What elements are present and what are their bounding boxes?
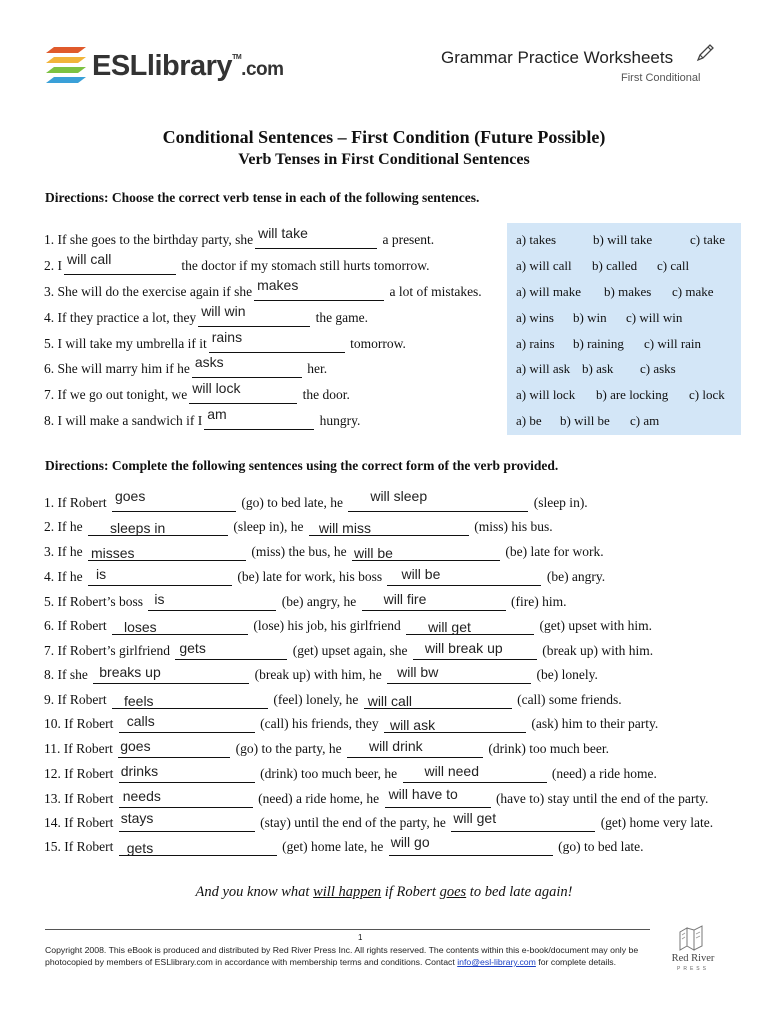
question-row: 9. If Robert feels (feel) lonely, he will call (call) some friends.	[44, 692, 622, 709]
question-row: 8. I will make a sandwich if I am hungry.	[44, 406, 361, 428]
question-row: 12. If Robert drinks (drink) too much beer, he will need (need) a ride home.	[44, 763, 657, 781]
answer-blank[interactable]: will fire	[362, 594, 506, 611]
question-row: 6. If Robert loses (lose) his job, his girlfriend will get (get) upset with him.	[44, 618, 652, 635]
answer-blank[interactable]: stays	[119, 815, 255, 832]
answer-blank[interactable]: misses	[88, 544, 246, 561]
question-row: 6. She will marry him if he asks her.	[44, 354, 328, 376]
footer-divider	[45, 929, 650, 930]
logo-tm: TM	[232, 54, 242, 61]
section1-directions: Directions: Choose the correct verb tense in each of the following sentences.	[45, 190, 480, 205]
question-row: 3. She will do the exercise again if she makes a lot of mistakes.	[44, 277, 482, 299]
question-row: 4. If he is (be) late for work, his boss will be (be) angry.	[44, 566, 606, 584]
answer-blank[interactable]: makes	[254, 284, 384, 301]
answer-blank[interactable]: will get	[406, 618, 534, 635]
answer-blank[interactable]: will have to	[385, 791, 491, 808]
answer-blank[interactable]: will miss	[309, 519, 469, 536]
question-row: 15. If Robert gets (get) home late, he will go (go) to bed late.	[44, 834, 644, 856]
question-row: 2. I will call the doctor if my stomach still hurts tomorrow.	[44, 251, 430, 273]
answer-blank[interactable]: will take	[255, 232, 377, 249]
logo-suffix: .com	[241, 59, 284, 80]
answer-blank[interactable]: will call	[364, 692, 512, 709]
answer-blank[interactable]: gets	[175, 643, 287, 660]
logo-icon	[44, 44, 88, 88]
copyright-notice: Copyright 2008. This eBook is produced and distributed by Red River Press Inc. All rights reserved. The contents within this e-book/document may only be photocopied by members of ESLlibrary.com in accordance with membership terms and conditions. Contact info@esl-library.com for complete details.	[45, 945, 639, 967]
header-subtitle: First Conditional	[621, 72, 701, 84]
worksheet-title: Conditional Sentences – First Condition (Future Possible)	[162, 127, 606, 147]
question-row: 5. If Robert’s boss is (be) angry, he will fire (fire) him.	[44, 591, 567, 609]
logo-main-text: ESLlibrary	[92, 50, 233, 82]
answer-blank[interactable]: goes	[118, 741, 230, 758]
answer-blank[interactable]: am	[204, 413, 314, 430]
logo-stripe-4	[46, 77, 86, 83]
answer-blank[interactable]: rains	[209, 336, 345, 353]
answer-blank[interactable]: drinks	[119, 766, 255, 783]
question-row: 8. If she breaks up (break up) with him, he will bw (be) lonely.	[44, 664, 598, 682]
answer-blank[interactable]: will bw	[387, 667, 531, 684]
answer-blank[interactable]: feels	[112, 692, 268, 709]
question-row: 5. I will take my umbrella if it rains tomorrow.	[44, 329, 406, 351]
answer-blank[interactable]: calls	[119, 716, 255, 733]
answer-blank[interactable]: will ask	[384, 716, 526, 733]
question-row: 1. If she goes to the birthday party, she will take a present.	[44, 225, 435, 247]
pencil-icon	[694, 42, 716, 64]
question-row: 7. If Robert’s girlfriend gets (get) upset again, she will break up (break up) with him.	[44, 640, 654, 658]
answer-blank[interactable]: will need	[403, 766, 547, 783]
closing-line: And you know what will happen if Robert goes to bed late again!	[195, 884, 573, 900]
answer-blank[interactable]: will get	[451, 815, 595, 832]
answer-blank[interactable]: will lock	[189, 387, 297, 404]
answer-blank[interactable]: is	[88, 569, 232, 586]
contact-email-link[interactable]: info@esl-library.com	[457, 957, 536, 967]
answer-blank[interactable]: will sleep	[348, 495, 528, 512]
answer-blank[interactable]: will break up	[413, 643, 537, 660]
answer-blank[interactable]: asks	[192, 361, 302, 378]
question-row: 14. If Robert stays (stay) until the end of the party, he will get (get) home very late.	[44, 810, 714, 830]
header-title: Grammar Practice Worksheets	[441, 48, 674, 67]
section2-directions: Directions: Complete the following sentences using the correct form of the verb provided.	[45, 458, 559, 473]
question-row: 1. If Robert goes (go) to bed late, he will sleep (sleep in).	[44, 488, 588, 510]
answer-blank[interactable]: breaks up	[93, 667, 249, 684]
answer-blank[interactable]: goes	[112, 495, 236, 512]
answer-blank[interactable]: will win	[198, 310, 310, 327]
worksheet-page: ESLlibrary™.com Grammar Practice Worksheets First Conditional Conditional Sentences – First Condition (Future Possible) Verb Tenses in First Conditional Sentences Directions: Choose the correct verb tense in each of the following sentences. 1. If she goes to the birthday party, she will take a present. 2. I will call the doctor if my stomach still hurts tomorrow. 3. She will do the exercise again if she makes a lot of mistakes. 4. If they practice a lot, they will win the game. 5. I will take my umbrella if it rains tomorrow. 6. She will marry him if he asks her. 7. If we go out tonight, we will lock the door. 8. I will make a sandwich if I am hungry. a) takes b) will take c) take a) will call b) called c) call a) will make b) makes c) make a) wins b) win c) will win a) rains b) raining c) will rain a) will ask b) ask c) asks a) will lock b) are locking c) lock a) be b) will be c) am Directions: Complete the following sentences using the correct form of the verb provided. 1. If Robert goes (go) to bed late, he will sleep (sleep in). 2. If he sleeps in (sleep in), he will miss (miss) his bus. 3. If he misses (miss) the bus, he will be (be) late for work. 4. If he is (be) late for work, his boss will be (be) angry. 5. If Robert’s boss is (be) angry, he will fire (fire) him. 6. If Robert loses (lose) his job, his girlfriend will get (get) upset with him. 7. If Robert’s girlfriend gets (get) upset again, she will break up (break up) with him. 8. If she breaks up (break up) with him, he will bw (be) lonely. 9. If Robert feels (feel) lonely, he will call (call) some friends. 10. If Robert calls (call) his friends, they will ask (ask) him to their party. 11. If Robert goes (go) to the party, he will drink (drink) too much beer. 12. If Robert drinks (drink) too much beer, he will need (need) a ride home. 13. If Robert needs (need) a ride home, he will have to (have to) stay until the end of the party. 14. If Robert stays (stay) until the end of the party, he will get (get) home very late. 15. If Robert gets (get) home late, he will go (go) to bed late. And you know what will happen if Robert goes to bed late again! 1 Copyright 2008. This eBook is produced and distributed by Red River Press Inc. All rights reserved. The contents within this e-book/document may only be photocopied by members of ESLlibrary.com in accordance with membership terms and conditions. Contact info@esl-library.com for complete details. Red River PRESS	[0, 0, 768, 1024]
answer-blank[interactable]: loses	[112, 618, 248, 635]
red-river-books-icon	[676, 924, 708, 954]
answer-blank[interactable]: needs	[119, 791, 253, 808]
logo-wordmark[interactable]	[92, 50, 284, 83]
logo-stripe-1	[46, 47, 86, 53]
question-row: 7. If we go out tonight, we will lock the door.	[44, 380, 350, 402]
question-row: 4. If they practice a lot, they will win the game.	[44, 303, 369, 325]
answer-blank[interactable]: will be	[387, 569, 541, 586]
logo-stripe-2	[46, 57, 86, 63]
question-row: 10. If Robert calls (call) his friends, they will ask (ask) him to their party.	[44, 713, 659, 733]
publisher-sub: PRESS	[677, 966, 709, 972]
page-number: 1	[358, 933, 363, 942]
worksheet-subtitle: Verb Tenses in First Conditional Sentences	[238, 151, 530, 168]
publisher-name: Red River	[671, 953, 715, 964]
answer-blank[interactable]: will go	[389, 839, 553, 856]
answer-blank[interactable]: will be	[352, 544, 500, 561]
answer-blank[interactable]: gets	[119, 839, 277, 856]
logo-stripe-3	[46, 67, 86, 73]
question-row: 11. If Robert goes (go) to the party, he will drink (drink) too much beer.	[44, 738, 610, 756]
answer-blank[interactable]: will drink	[347, 741, 483, 758]
question-row: 2. If he sleeps in (sleep in), he will miss (miss) his bus.	[44, 519, 553, 536]
answer-blank[interactable]: is	[148, 594, 276, 611]
answer-blank[interactable]: will call	[64, 258, 176, 275]
answer-blank[interactable]: sleeps in	[88, 519, 228, 536]
question-row: 3. If he misses (miss) the bus, he will be (be) late for work.	[44, 544, 604, 561]
question-row: 13. If Robert needs (need) a ride home, he will have to (have to) stay until the end of the party.	[44, 786, 709, 806]
